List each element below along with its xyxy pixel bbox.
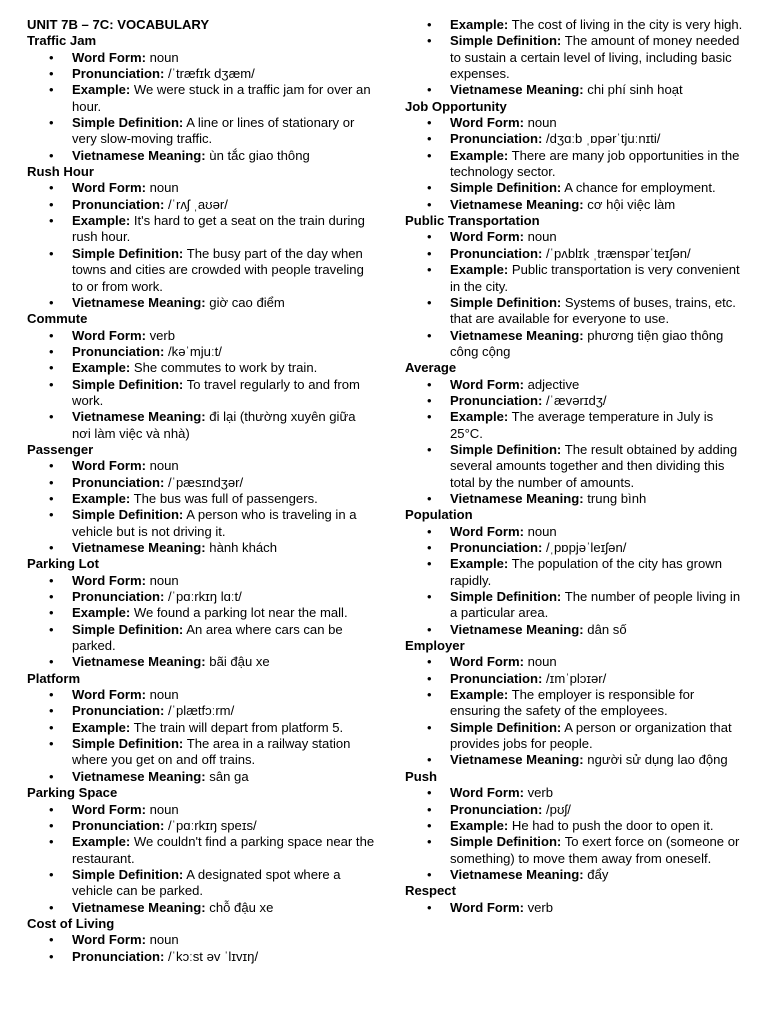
- detail-label: Example:: [72, 605, 131, 621]
- vocab-detail-list: [405, 785, 745, 883]
- detail-label: Simple Definition:: [72, 376, 184, 392]
- vocab-detail-vietnamese-meaning: [27, 654, 377, 670]
- vocab-detail-simple-definition: [27, 246, 377, 295]
- vocab-detail-pronunciation: [405, 246, 745, 262]
- vocab-detail-simple-definition: [27, 377, 377, 410]
- detail-value: A person who is traveling in a vehicle but is not driving it.: [72, 507, 357, 539]
- vocab-detail-pronunciation: [405, 131, 745, 147]
- detail-value: We found a parking lot near the mall.: [130, 605, 348, 621]
- detail-value: noun: [145, 932, 179, 948]
- detail-value: hành khách: [205, 540, 278, 555]
- vocab-term-respect: Respect: [405, 883, 456, 899]
- vocab-term-rush-hour: Rush Hour: [27, 164, 94, 180]
- detail-label: Vietnamese Meaning:: [72, 768, 206, 784]
- detail-label: Pronunciation:: [450, 670, 543, 686]
- vocab-detail-word-form: [405, 377, 745, 393]
- vocab-detail-list: [405, 900, 745, 916]
- detail-label: Word Form:: [450, 229, 524, 245]
- detail-value: verb: [523, 899, 554, 915]
- vocab-detail-word-form: [27, 50, 377, 66]
- detail-value: It's hard to get a seat on the train during rush hour.: [72, 213, 365, 245]
- detail-label: Word Form:: [450, 523, 524, 539]
- detail-value: giờ cao điểm: [205, 294, 285, 310]
- vocab-detail-example: [405, 556, 745, 589]
- vocab-term-traffic-jam: Traffic Jam: [27, 33, 97, 49]
- vocab-detail-word-form: [405, 524, 745, 540]
- vocab-detail-example: [405, 262, 745, 295]
- detail-label: Pronunciation:: [450, 131, 543, 147]
- detail-label: Vietnamese Meaning:: [450, 490, 584, 506]
- detail-value: The employer is responsible for ensuring the safety of the employees.: [450, 687, 695, 719]
- vocab-term-public-transportation: Public Transportation: [405, 213, 540, 229]
- detail-label: Example:: [72, 213, 131, 229]
- detail-value: A line or lines of stationary or very slow-moving traffic.: [72, 115, 355, 147]
- vocab-detail-list: [27, 180, 377, 311]
- detail-label: Pronunciation:: [450, 392, 543, 408]
- detail-label: Pronunciation:: [450, 245, 543, 261]
- detail-value: trung bình: [583, 490, 647, 506]
- vocab-term-average: Average: [405, 360, 457, 376]
- detail-label: Word Form:: [72, 801, 146, 817]
- vocab-detail-simple-definition: [405, 720, 745, 753]
- vocab-detail-pronunciation: [27, 589, 377, 605]
- page-title: UNIT 7B – 7C: VOCABULARY: [27, 17, 210, 32]
- detail-value: The train will depart from platform 5.: [130, 719, 344, 735]
- detail-label: Simple Definition:: [450, 589, 562, 605]
- vocab-detail-example: [27, 82, 377, 115]
- detail-value: /ˈrʌʃ ˌaʊər/: [164, 196, 228, 212]
- detail-label: Vietnamese Meaning:: [450, 621, 584, 637]
- vocab-detail-list: [27, 50, 377, 164]
- vocab-detail-word-form: [405, 900, 745, 916]
- detail-value: /ˈplætfɔːrm/: [164, 703, 235, 719]
- vocab-detail-word-form: [27, 932, 377, 948]
- vocab-detail-example: [27, 213, 377, 246]
- detail-label: Word Form:: [450, 115, 524, 131]
- detail-value: The busy part of the day when towns and cities are crowded with people traveling to or from work.: [72, 245, 364, 294]
- detail-label: Vietnamese Meaning:: [450, 196, 584, 212]
- vocab-detail-simple-definition: [405, 442, 745, 491]
- detail-label: Simple Definition:: [72, 736, 184, 752]
- vocab-detail-vietnamese-meaning: [27, 148, 377, 164]
- detail-value: /ˈpʌblɪk ˌtrænspərˈteɪʃən/: [542, 245, 691, 261]
- detail-label: Pronunciation:: [72, 66, 165, 82]
- detail-value: The population of the city has grown rapidly.: [450, 556, 722, 588]
- vocab-detail-example: [405, 818, 745, 834]
- detail-value: /ˈtræfɪk dʒæm/: [164, 66, 255, 82]
- detail-label: Vietnamese Meaning:: [72, 147, 206, 163]
- vocab-detail-vietnamese-meaning: [405, 82, 745, 98]
- detail-label: Example:: [72, 490, 131, 506]
- vocab-detail-word-form: [405, 229, 745, 245]
- vocab-detail-vietnamese-meaning: [27, 900, 377, 916]
- detail-value: /ˈpɑːrkɪŋ lɑːt/: [164, 589, 242, 605]
- vocab-detail-example: [27, 605, 377, 621]
- detail-value: verb: [145, 327, 176, 343]
- detail-value: A designated spot where a vehicle can be parked.: [72, 866, 341, 899]
- vocab-detail-pronunciation: [405, 802, 745, 818]
- detail-value: verb: [523, 785, 554, 801]
- vocab-detail-list: [405, 115, 745, 213]
- vocab-detail-simple-definition: [27, 507, 377, 540]
- vocab-detail-word-form: [27, 328, 377, 344]
- vocab-detail-list: [405, 229, 745, 360]
- vocab-detail-pronunciation: [27, 66, 377, 82]
- detail-value: noun: [145, 687, 179, 703]
- detail-value: Public transportation is very convenient in the city.: [450, 262, 740, 294]
- detail-label: Pronunciation:: [72, 474, 165, 490]
- vocab-detail-example: [27, 360, 377, 376]
- vocab-detail-example: [27, 720, 377, 736]
- detail-value: We were stuck in a traffic jam for over an hour.: [72, 82, 371, 114]
- detail-value: He had to push the door to open it.: [508, 817, 714, 833]
- detail-value: The result obtained by adding several amounts together and then dividing this total by the number of amounts.: [450, 441, 738, 490]
- detail-label: Simple Definition:: [72, 507, 184, 523]
- vocab-term-passenger: Passenger: [27, 441, 94, 457]
- vocab-detail-pronunciation: [405, 671, 745, 687]
- detail-value: đẩy: [583, 866, 609, 882]
- vocab-detail-simple-definition: [405, 33, 745, 82]
- vocab-detail-simple-definition: [27, 622, 377, 655]
- vocab-term-cost-of-living: Cost of Living: [27, 915, 115, 931]
- detail-value: /kəˈmjuːt/: [164, 343, 222, 359]
- detail-value: /ˈkɔːst əv ˈlɪvɪŋ/: [164, 948, 259, 964]
- detail-value: ùn tắc giao thông: [205, 147, 310, 163]
- detail-label: Word Form:: [72, 932, 146, 948]
- detail-value: người sử dụng lao động: [583, 752, 728, 768]
- vocab-detail-list: [405, 17, 745, 99]
- detail-label: Simple Definition:: [450, 441, 562, 457]
- vocab-detail-word-form: [27, 458, 377, 474]
- vocab-detail-list: [405, 377, 745, 508]
- vocab-detail-simple-definition: [27, 867, 377, 900]
- detail-label: Example:: [450, 262, 509, 278]
- vocab-detail-list: [405, 654, 745, 768]
- vocab-detail-pronunciation: [27, 818, 377, 834]
- vocab-detail-pronunciation: [27, 475, 377, 491]
- detail-label: Example:: [72, 360, 131, 376]
- detail-label: Pronunciation:: [72, 703, 165, 719]
- detail-label: Word Form:: [72, 180, 146, 196]
- detail-label: Simple Definition:: [72, 245, 184, 261]
- detail-label: Simple Definition:: [72, 866, 184, 882]
- vocab-term-commute: Commute: [27, 311, 88, 327]
- detail-label: Pronunciation:: [72, 343, 165, 359]
- detail-label: Word Form:: [450, 899, 524, 915]
- vocab-term-platform: Platform: [27, 670, 81, 686]
- vocab-detail-simple-definition: [405, 834, 745, 867]
- detail-value: There are many job opportunities in the technology sector.: [450, 147, 740, 180]
- vocab-detail-word-form: [27, 573, 377, 589]
- detail-value: /ˈævərɪdʒ/: [542, 392, 607, 408]
- vocab-term-population: Population: [405, 507, 473, 523]
- detail-label: Simple Definition:: [450, 834, 562, 850]
- detail-label: Word Form:: [450, 785, 524, 801]
- vocab-detail-vietnamese-meaning: [405, 752, 745, 768]
- vocab-detail-pronunciation: [405, 393, 745, 409]
- detail-label: Simple Definition:: [450, 719, 562, 735]
- detail-label: Example:: [450, 409, 509, 425]
- detail-value: A chance for employment.: [561, 180, 716, 196]
- vocab-detail-word-form: [27, 802, 377, 818]
- detail-value: /ˈpɑːrkɪŋ speɪs/: [164, 817, 257, 833]
- vocab-detail-pronunciation: [27, 197, 377, 213]
- vocab-detail-simple-definition: [405, 180, 745, 196]
- detail-value: noun: [523, 523, 557, 539]
- vocab-detail-word-form: [27, 687, 377, 703]
- vocab-detail-vietnamese-meaning: [27, 295, 377, 311]
- vocab-detail-vietnamese-meaning: [405, 197, 745, 213]
- detail-value: She commutes to work by train.: [130, 360, 318, 376]
- detail-value: /ɪmˈplɔɪər/: [542, 670, 607, 686]
- detail-value: /ˈpæsɪndʒər/: [164, 474, 244, 490]
- detail-value: phương tiện giao thông công cộng: [450, 327, 724, 359]
- detail-value: sân ga: [205, 768, 249, 784]
- detail-label: Vietnamese Meaning:: [72, 540, 206, 555]
- detail-value: noun: [523, 115, 557, 131]
- vocab-detail-word-form: [405, 654, 745, 670]
- vocab-detail-example: [405, 17, 745, 33]
- vocab-detail-simple-definition: [27, 736, 377, 769]
- detail-label: Example:: [450, 687, 509, 703]
- detail-label: Example:: [450, 17, 509, 32]
- vocab-detail-list: [27, 687, 377, 785]
- detail-label: Pronunciation:: [72, 817, 165, 833]
- vocab-term-job-opportunity: Job Opportunity: [405, 98, 507, 114]
- detail-label: Simple Definition:: [450, 294, 562, 310]
- vocab-detail-example: [405, 687, 745, 720]
- detail-value: /dʒɑːb ˌɒpərˈtjuːnɪti/: [542, 131, 661, 147]
- detail-value: noun: [145, 801, 179, 817]
- detail-value: noun: [523, 229, 557, 245]
- detail-label: Vietnamese Meaning:: [450, 327, 584, 343]
- vocab-detail-word-form: [405, 115, 745, 131]
- left-column: [27, 17, 377, 965]
- detail-label: Example:: [72, 719, 131, 735]
- detail-label: Example:: [72, 82, 131, 98]
- detail-value: noun: [523, 654, 557, 670]
- vocab-detail-simple-definition: [27, 115, 377, 148]
- detail-value: /pʊʃ/: [542, 801, 571, 817]
- vocab-detail-list: [27, 802, 377, 916]
- vocab-detail-pronunciation: [27, 344, 377, 360]
- detail-label: Word Form:: [450, 654, 524, 670]
- detail-value: The bus was full of passengers.: [130, 490, 318, 506]
- detail-label: Word Form:: [72, 49, 146, 65]
- vocab-term-push: Push: [405, 768, 438, 784]
- detail-label: Pronunciation:: [72, 589, 165, 605]
- detail-label: Vietnamese Meaning:: [72, 899, 206, 915]
- detail-label: Pronunciation:: [72, 948, 165, 964]
- vocab-detail-vietnamese-meaning: [27, 540, 377, 556]
- vocab-detail-list: [405, 524, 745, 638]
- detail-value: Systems of buses, trains, etc. that are available for everyone to use.: [450, 294, 736, 327]
- detail-value: To exert force on (someone or something) to move them away from oneself.: [450, 834, 740, 866]
- detail-label: Pronunciation:: [450, 540, 543, 555]
- detail-label: Pronunciation:: [450, 801, 543, 817]
- vocab-term-employer: Employer: [405, 638, 465, 654]
- vocab-detail-example: [27, 491, 377, 507]
- detail-value: noun: [145, 180, 179, 196]
- vocab-detail-list: [27, 328, 377, 442]
- detail-label: Example:: [450, 147, 509, 163]
- detail-value: The number of people living in a particular area.: [450, 589, 741, 621]
- detail-value: noun: [145, 49, 179, 65]
- detail-value: chỗ đậu xe: [205, 899, 274, 915]
- detail-label: Word Form:: [72, 458, 146, 474]
- detail-value: The cost of living in the city is very high.: [508, 17, 743, 32]
- detail-value: An area where cars can be parked.: [72, 621, 343, 654]
- vocab-detail-example: [27, 834, 377, 867]
- detail-label: Example:: [450, 556, 509, 572]
- vocab-detail-list: [27, 932, 377, 965]
- vocab-detail-vietnamese-meaning: [405, 622, 745, 638]
- vocab-term-parking-lot: Parking Lot: [27, 556, 100, 572]
- detail-value: bãi đậu xe: [205, 654, 270, 670]
- vocab-detail-word-form: [27, 180, 377, 196]
- vocab-detail-vietnamese-meaning: [27, 769, 377, 785]
- detail-value: /ˌpɒpjəˈleɪʃən/: [542, 540, 627, 555]
- detail-label: Vietnamese Meaning:: [72, 409, 206, 425]
- detail-label: Simple Definition:: [450, 180, 562, 196]
- vocab-detail-list: [27, 573, 377, 671]
- vocab-detail-pronunciation: [405, 540, 745, 556]
- vocab-detail-pronunciation: [27, 703, 377, 719]
- vocab-detail-simple-definition: [405, 589, 745, 622]
- detail-label: Vietnamese Meaning:: [450, 866, 584, 882]
- detail-label: Simple Definition:: [72, 115, 184, 131]
- vocab-detail-example: [405, 409, 745, 442]
- vocab-term-parking-space: Parking Space: [27, 785, 118, 801]
- detail-label: Vietnamese Meaning:: [450, 752, 584, 768]
- vocab-detail-vietnamese-meaning: [27, 409, 377, 442]
- detail-label: Word Form:: [72, 687, 146, 703]
- detail-value: The average temperature in July is 25°C.: [450, 409, 714, 441]
- detail-label: Word Form:: [72, 327, 146, 343]
- detail-label: Vietnamese Meaning:: [72, 654, 206, 670]
- detail-label: Example:: [450, 817, 509, 833]
- detail-value: cơ hội việc làm: [583, 196, 676, 212]
- vocab-detail-word-form: [405, 785, 745, 801]
- detail-label: Simple Definition:: [450, 33, 562, 49]
- detail-value: noun: [145, 572, 179, 588]
- detail-value: To travel regularly to and from work.: [72, 376, 360, 408]
- detail-value: dân số: [583, 621, 627, 637]
- vocab-detail-example: [405, 148, 745, 181]
- detail-label: Simple Definition:: [72, 621, 184, 637]
- detail-label: Pronunciation:: [72, 196, 165, 212]
- vocab-detail-pronunciation: [27, 949, 377, 965]
- vocab-detail-simple-definition: [405, 295, 745, 328]
- detail-label: Vietnamese Meaning:: [450, 82, 584, 98]
- detail-value: A person or organization that provides jobs for people.: [450, 719, 732, 752]
- detail-value: The amount of money needed to sustain a certain level of living, including basic expenses.: [450, 33, 740, 82]
- detail-label: Word Form:: [72, 572, 146, 588]
- detail-value: chi phí sinh hoạt: [583, 82, 683, 98]
- detail-value: noun: [145, 458, 179, 474]
- detail-value: The area in a railway station where you get on and off trains.: [72, 736, 351, 768]
- detail-value: adjective: [523, 376, 580, 392]
- vocab-detail-vietnamese-meaning: [405, 491, 745, 507]
- detail-value: We couldn't find a parking space near the restaurant.: [72, 834, 375, 866]
- detail-label: Word Form:: [450, 376, 524, 392]
- right-column: [405, 17, 745, 916]
- vocab-detail-vietnamese-meaning: [405, 867, 745, 883]
- vocab-detail-list: [27, 458, 377, 556]
- detail-label: Vietnamese Meaning:: [72, 294, 206, 310]
- detail-label: Example:: [72, 834, 131, 850]
- detail-value: đi lại (thường xuyên giữa nơi làm việc và nhà): [72, 409, 356, 441]
- vocab-detail-vietnamese-meaning: [405, 328, 745, 361]
